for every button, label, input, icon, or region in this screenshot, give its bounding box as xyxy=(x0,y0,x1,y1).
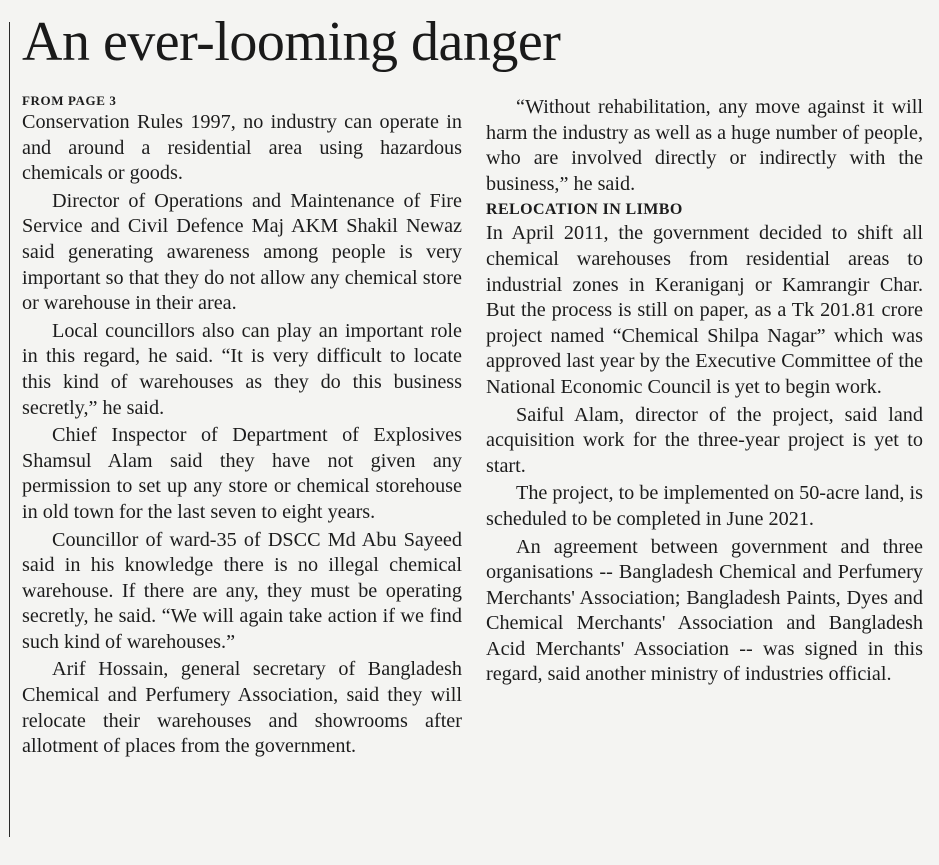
headline: An ever-looming danger xyxy=(22,11,561,73)
paragraph: Councillor of ward-35 of DSCC Md Abu Sayeed said in his knowledge there is no illegal chemical warehouse. If there are any, they must be operating secretly, he said. “We will again take action if we find such kind of warehouses.” xyxy=(22,528,462,653)
paragraph: Conservation Rules 1997, no industry can operate in and around a residential area using hazardous chemicals or goods. xyxy=(22,111,462,185)
paragraph: Local councillors also can play an important role in this regard, he said. “It is very difficult to locate this kind of warehouses as they do this business secretly,” he said. xyxy=(22,319,462,419)
left-column xyxy=(22,92,462,762)
paragraph: Chief Inspector of Department of Explosives Shamsul Alam said they have not given any permission to set up any store or chemical storehouse in old town for the last seven to eight years. xyxy=(22,424,462,523)
right-column xyxy=(486,95,923,690)
paragraph: In April 2011, the government decided to shift all chemical warehouses from residential areas to industrial zones in Keraniganj or Kamrangir Char. But the process is still on paper, as a Tk 201.81 crore project named “Chemical Shilpa Nagar” which was approved last year by the Executive Committee of the National Economic Council is yet to begin work. xyxy=(486,222,923,398)
paragraph: Arif Hossain, general secretary of Bangladesh Chemical and Perfumery Association, said they will relocate their warehouses and showrooms after allotment of places from the government. xyxy=(22,658,462,758)
paragraph: “Without rehabilitation, any move against it will harm the industry as well as a huge number of people, who are involved directly or indirectly with the business,” he said. xyxy=(486,96,923,195)
paragraph: Director of Operations and Maintenance of Fire Service and Civil Defence Maj AKM Shakil Newaz said generating awareness among people is very important so that they do not allow any chemical store or warehouse in their area. xyxy=(22,189,462,315)
subhead: RELOCATION IN LIMBO xyxy=(486,201,683,219)
kicker: FROM PAGE 3 xyxy=(22,93,117,108)
paragraph: The project, to be implemented on 50-acre land, is scheduled to be completed in June 2021. xyxy=(486,482,923,530)
column-rule xyxy=(9,22,10,837)
paragraph: Saiful Alam, director of the project, said land acquisition work for the three-year project is yet to start. xyxy=(486,403,923,477)
paragraph: An agreement between government and three organisations -- Bangladesh Chemical and Perfumery Merchants' Association; Bangladesh Paints, Dyes and Chemical Merchants' Association and Bangladesh Acid Merchants' Association -- was signed in this regard, said another ministry of industries official. xyxy=(486,535,923,686)
